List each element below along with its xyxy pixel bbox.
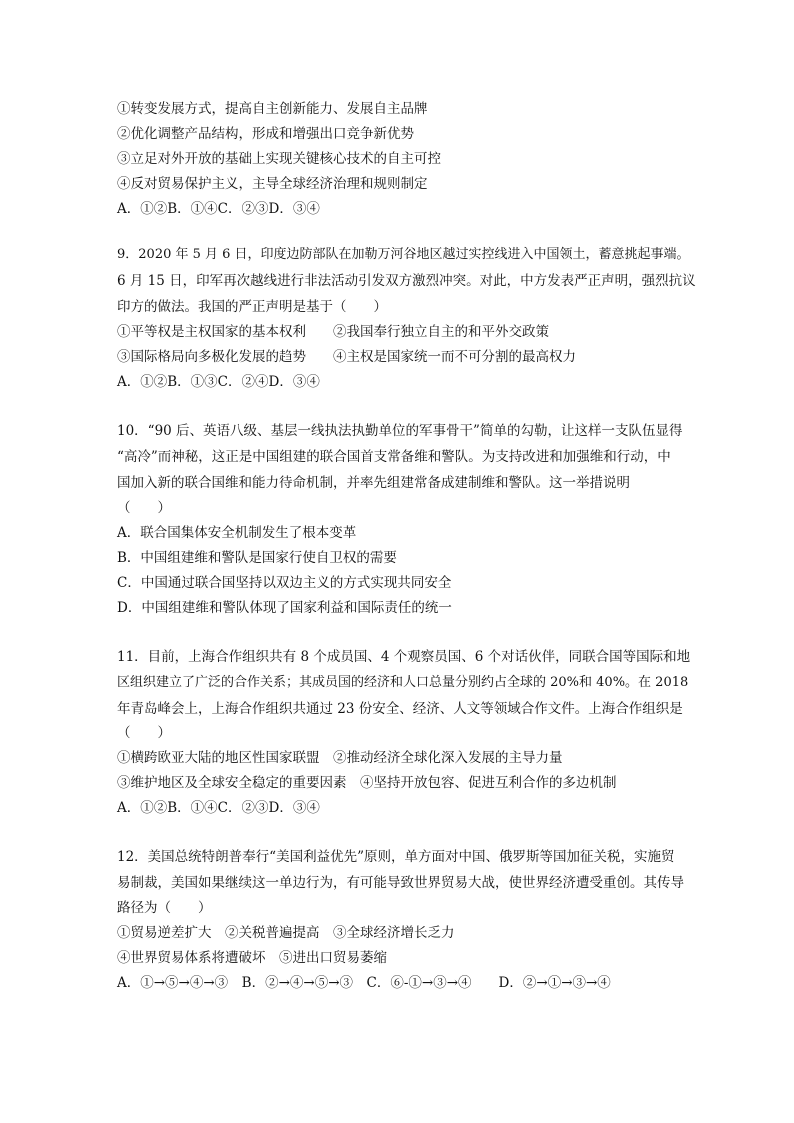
q11-stem-line-2: 区组织建立了广泛的合作关系；其成员国的经济和人口总量分别约占全球的 20%和 40%。在 2018 — [117, 675, 689, 690]
q10-stem-line-1: 10．“90 后、英语八级、基层一线执法执勤单位的军事骨干”简单的勾勒，让这样一支队伍显得 — [117, 423, 683, 439]
q8-option-4: ④反对贸易保护主义，主导全球经济治理和规则制定 — [117, 176, 428, 192]
q11-stem-line-1: 11．目前，上海合作组织共有 8 个成员国、4 个观察员国、6 个对话伙伴，同联合国等国际和地 — [117, 649, 691, 665]
q9-answer-choices: A．①②B．①③C．②④D．③④ — [117, 374, 320, 390]
q8-option-1: ①转变发展方式，提高自主创新能力、发展自主品牌 — [117, 101, 428, 117]
q8-option-3: ③立足对外开放的基础上实现关键核心技术的自主可控 — [117, 151, 441, 167]
q12-stem-line-2: 易制裁，美国如果继续这一单边行为，有可能导致世界贸易大战，使世界经济遭受重创。其传导 — [117, 875, 684, 891]
q12-answer-choices: A．①→⑤→④→③ B．②→④→⑤→③ C．⑥-①→③→④ D．②→①→③→④ — [117, 975, 611, 991]
q8-answer-choices: A．①②B．①④C．②③D．③④ — [117, 201, 320, 217]
q9-options-row-2: ③国际格局向多极化发展的趋势 ④主权是国家统一而不可分割的最高权力 — [117, 349, 576, 365]
q10-stem-line-2: “高冷”而神秘，这正是中国组建的联合国首支常备维和警队。为支持改进和加强维和行动，中 — [117, 449, 671, 465]
q10-option-c: C．中国通过联合国坚持以双边主义的方式实现共同安全 — [117, 575, 452, 591]
q10-option-b: B．中国组建维和警队是国家行使自卫权的需要 — [117, 550, 397, 566]
q11-answer-choices: A．①②B．①④C．②③D．③④ — [117, 800, 320, 816]
q10-stem-line-4: （ ） — [117, 500, 171, 516]
q9-stem-line-2: 6 月 15 日，印军再次越线进行非法活动引发双方激烈冲突。对此，中方发表严正声明，强烈抗议 — [117, 273, 696, 289]
q11-options-row-1: ①横跨欧亚大陆的地区性国家联盟 ②推动经济全球化深入发展的主导力量 — [117, 750, 563, 766]
q12-options-row-2: ④世界贸易体系将遭破坏 ⑤进出口贸易萎缩 — [117, 950, 387, 966]
q12-options-row-1: ①贸易逆差扩大 ②关税普遍提高 ③全球经济增长乏力 — [117, 925, 455, 941]
q10-option-d: D．中国组建维和警队体现了国家利益和国际责任的统一 — [117, 600, 452, 616]
q9-options-row-1: ①平等权是主权国家的基本权利 ②我国奉行独立自主的和平外交政策 — [117, 324, 549, 340]
q9-stem-line-3: 印方的做法。我国的严正声明是基于（ ） — [117, 299, 387, 315]
q8-option-2: ②优化调整产品结构，形成和增强出口竞争新优势 — [117, 126, 414, 142]
q11-stem-line-4: （ ） — [117, 725, 171, 741]
q11-stem-line-3: 年青岛峰会上，上海合作组织共通过 23 份安全、经济、人文等领域合作文件。上海合作组织是 — [117, 701, 683, 717]
q12-stem-line-1: 12．美国总统特朗普奉行“美国利益优先”原则，单方面对中国、俄罗斯等国加征关税，实施贸 — [117, 849, 675, 865]
q10-option-a: A．联合国集体安全机制发生了根本变革 — [117, 525, 357, 541]
q9-stem-line-1: 9．2020 年 5 月 6 日，印度边防部队在加勒万河谷地区越过实控线进入中国领土，蓄意挑起事端。 — [117, 247, 690, 262]
q12-stem-line-3: 路径为（ ） — [117, 900, 212, 916]
q11-options-row-2: ③维护地区及全球安全稳定的重要因素 ④坚持开放包容、促进互利合作的多边机制 — [117, 775, 617, 791]
q10-stem-line-3: 国加入新的联合国维和能力待命机制，并率先组建常备成建制维和警队。这一举措说明 — [117, 475, 630, 491]
